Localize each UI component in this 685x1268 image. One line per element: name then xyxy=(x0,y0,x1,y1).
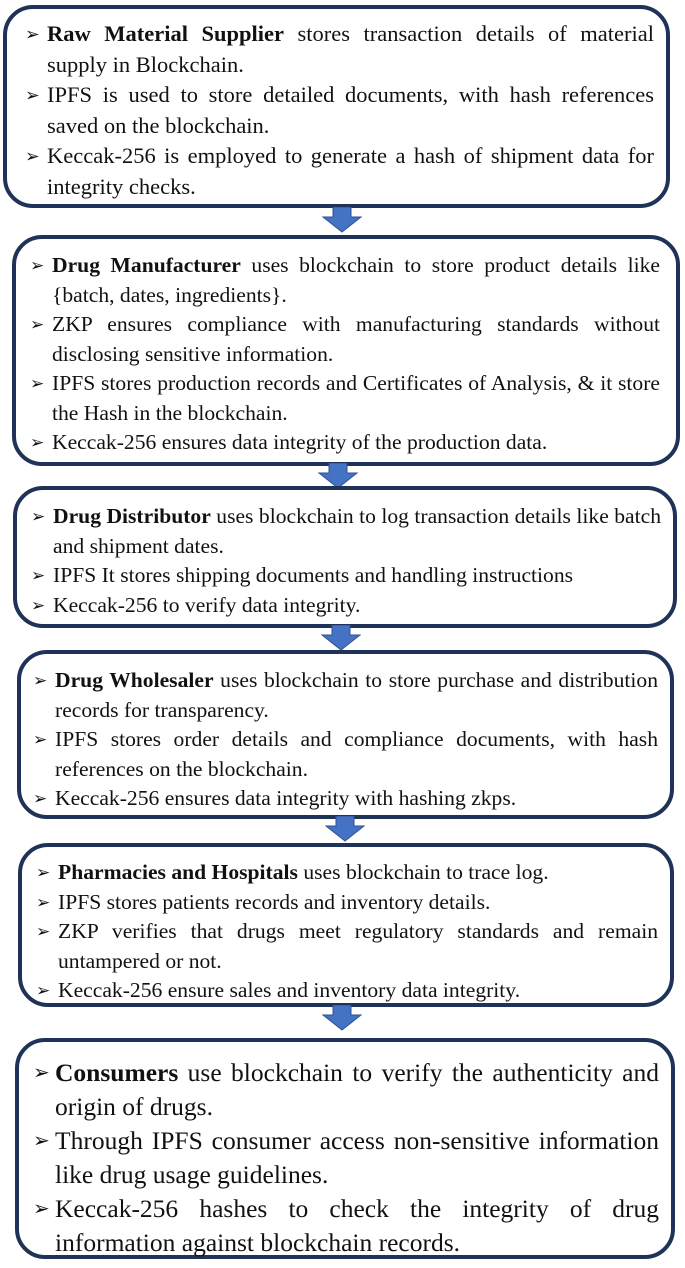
item-text: IPFS is used to store detailed documents, with hash references saved on the blockchain. xyxy=(47,82,654,138)
list-item xyxy=(36,858,658,888)
arrow-bullet-icon: ➢ xyxy=(33,789,48,808)
item-text: Keccak-256 to verify data integrity. xyxy=(53,592,361,617)
arrow-bullet-icon: ➢ xyxy=(33,730,48,749)
bullet-list xyxy=(25,19,654,202)
list-item xyxy=(33,784,658,814)
item-text: Keccak-256 ensures data integrity of the production data. xyxy=(52,430,548,454)
stage-name: Consumers xyxy=(55,1058,179,1087)
arrow-bullet-icon: ➢ xyxy=(25,24,40,44)
list-item xyxy=(33,666,658,725)
arrow-bullet-icon: ➢ xyxy=(33,671,48,690)
list-item xyxy=(25,19,654,80)
stage-box-drug-manufacturer xyxy=(12,235,680,466)
arrow-bullet-icon: ➢ xyxy=(30,256,45,275)
down-arrow-icon xyxy=(322,1005,362,1031)
stage-box-pharmacies-hospitals xyxy=(18,843,674,1007)
arrow-bullet-icon: ➢ xyxy=(31,507,46,526)
arrow-bullet-icon: ➢ xyxy=(33,1130,50,1152)
item-text: Keccak-256 is employed to generate a hash of shipment data for integrity checks. xyxy=(47,143,654,199)
item-text: stores transaction details of material supply in Blockchain. xyxy=(47,21,655,77)
list-item xyxy=(33,1056,659,1124)
item-text: Keccak-256 ensures data integrity with hashing zkps. xyxy=(55,786,517,810)
item-text: IPFS stores production records and Certificates of Analysis, & it store the Hash in the blockchain. xyxy=(52,371,660,425)
stage-name: Drug Wholesaler xyxy=(55,668,214,692)
list-item xyxy=(36,917,658,976)
item-text: Through IPFS consumer access non-sensitive information like drug usage guidelines. xyxy=(55,1126,659,1189)
list-item xyxy=(30,428,660,458)
item-text: use blockchain to verify the authenticity and origin of drugs. xyxy=(55,1058,659,1121)
list-item xyxy=(30,310,660,369)
list-item xyxy=(33,725,658,784)
stage-box-drug-wholesaler xyxy=(17,650,674,819)
item-text: Keccak-256 ensure sales and inventory data integrity. xyxy=(58,978,521,1002)
stage-name: Raw Material Supplier xyxy=(47,21,285,46)
down-arrow-icon xyxy=(322,207,362,233)
stage-name: Drug Distributor xyxy=(53,504,211,528)
down-arrow-icon xyxy=(325,816,365,842)
arrow-bullet-icon: ➢ xyxy=(33,1062,50,1084)
arrow-bullet-icon: ➢ xyxy=(33,1198,50,1220)
arrow-bullet-icon: ➢ xyxy=(36,981,51,1000)
arrow-bullet-icon: ➢ xyxy=(36,863,51,882)
item-text: uses blockchain to trace log. xyxy=(297,860,549,884)
item-text: IPFS stores patients records and inventory details. xyxy=(58,889,491,914)
stage-box-drug-distributor xyxy=(13,486,677,628)
list-item xyxy=(36,976,658,1006)
item-text: uses blockchain to log transaction details like batch and shipment dates. xyxy=(53,504,662,558)
list-item xyxy=(25,80,654,141)
stage-name: Pharmacies and Hospitals xyxy=(58,860,298,884)
bullet-list xyxy=(36,858,658,1006)
item-text: uses blockchain to store purchase and distribution records for transparency. xyxy=(55,668,658,722)
list-item xyxy=(33,1124,659,1192)
arrow-bullet-icon: ➢ xyxy=(30,374,45,393)
arrow-bullet-icon: ➢ xyxy=(31,595,46,615)
arrow-bullet-icon: ➢ xyxy=(30,315,45,334)
down-arrow-icon xyxy=(321,625,361,651)
stage-box-consumers xyxy=(15,1038,675,1259)
arrow-bullet-icon: ➢ xyxy=(25,146,40,166)
list-item xyxy=(36,888,658,918)
item-text: IPFS It stores shipping documents and handling instructions xyxy=(53,563,574,587)
bullet-list xyxy=(33,1056,659,1260)
item-text: ZKP verifies that drugs meet regulatory standards and remain untampered or not. xyxy=(58,919,658,973)
arrow-bullet-icon: ➢ xyxy=(36,892,51,912)
arrow-bullet-icon: ➢ xyxy=(25,85,40,105)
list-item xyxy=(30,369,660,428)
arrow-bullet-icon: ➢ xyxy=(31,566,46,585)
item-text: uses blockchain to store product details like {batch, dates, ingredients}. xyxy=(52,253,660,307)
list-item xyxy=(31,561,661,591)
list-item xyxy=(33,1192,659,1260)
arrow-bullet-icon: ➢ xyxy=(30,433,45,452)
list-item xyxy=(31,591,661,621)
list-item xyxy=(25,141,654,202)
item-text: ZKP ensures compliance with manufacturing standards without disclosing sensitive information. xyxy=(52,312,660,366)
list-item xyxy=(30,251,660,310)
stage-box-raw-material-supplier xyxy=(3,5,670,208)
bullet-list xyxy=(30,251,660,458)
bullet-list xyxy=(31,502,661,620)
arrow-bullet-icon: ➢ xyxy=(36,922,51,941)
list-item xyxy=(31,502,661,561)
stage-name: Drug Manufacturer xyxy=(52,253,241,277)
item-text: IPFS stores order details and compliance documents, with hash references on the blockchain. xyxy=(55,727,658,781)
bullet-list xyxy=(33,666,658,814)
item-text: Keccak-256 hashes to check the integrity of drug information against blockchain records. xyxy=(55,1194,659,1257)
